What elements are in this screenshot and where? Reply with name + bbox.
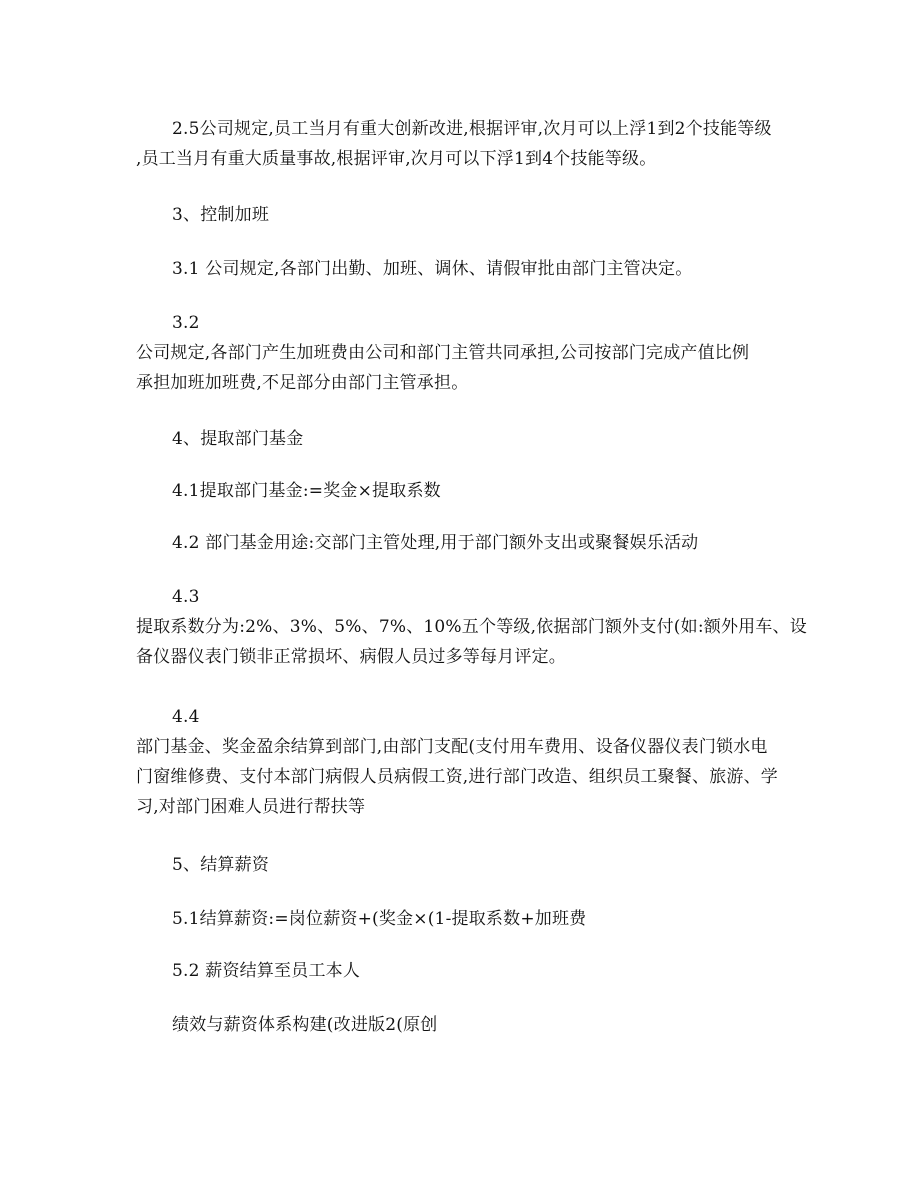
text-line: 4.1提取部门基金:=奖金×提取系数 xyxy=(172,481,441,501)
paragraph-4-1 xyxy=(136,476,796,506)
text-line: 绩效与薪资体系构建(改进版2(原创 xyxy=(172,1015,438,1035)
text-line: 承担加班加班费,不足部分由部门主管承担。 xyxy=(136,373,469,393)
paragraph-3-1 xyxy=(136,254,796,284)
text-line: 4.4 xyxy=(172,707,200,727)
section-heading-4 xyxy=(136,424,796,454)
text-line: 部门基金、奖金盈余结算到部门,由部门支配(支付用车费用、设备仪器仪表门锁水电 xyxy=(136,737,768,757)
text-line: 5.2 薪资结算至员工本人 xyxy=(172,961,361,981)
text-line: 备仪器仪表门锁非正常损坏、病假人员过多等每月评定。 xyxy=(136,647,566,667)
paragraph-2-5 xyxy=(136,114,796,174)
text-line: 3.2 xyxy=(172,313,200,333)
text-line: 4、提取部门基金 xyxy=(172,429,304,449)
text-line: 5、结算薪资 xyxy=(172,855,270,875)
text-line: 4.2 部门基金用途:交部门主管处理,用于部门额外支出或聚餐娱乐活动 xyxy=(172,533,699,553)
paragraph-5-1 xyxy=(136,904,796,934)
paragraph-4-3 xyxy=(136,582,807,672)
text-line: 3.1 公司规定,各部门出勤、加班、调休、请假审批由部门主管决定。 xyxy=(172,259,693,279)
text-line: 提取系数分为:2%、3%、5%、7%、10%五个等级,依据部门额外支付(如:额外用车、设 xyxy=(136,617,807,637)
text-line: 公司规定,各部门产生加班费由公司和部门主管共同承担,公司按部门完成产值比例 xyxy=(136,343,750,363)
text-line: 4.3 xyxy=(172,587,200,607)
paragraph-4-2 xyxy=(136,528,796,558)
text-line: 5.1结算薪资:=岗位薪资+(奖金×(1-提取系数+加班费 xyxy=(172,909,587,929)
document-title-line xyxy=(136,1010,796,1040)
text-line: 2.5公司规定,员工当月有重大创新改进,根据评审,次月可以上浮1到2个技能等级 xyxy=(172,119,772,139)
section-heading-5 xyxy=(136,850,796,880)
text-line: ,员工当月有重大质量事故,根据评审,次月可以下浮1到4个技能等级。 xyxy=(136,149,657,169)
paragraph-4-4 xyxy=(136,702,796,822)
section-heading-3 xyxy=(136,200,796,230)
paragraph-3-2 xyxy=(136,308,796,398)
text-line: 3、控制加班 xyxy=(172,205,270,225)
text-line: 习,对部门困难人员进行帮扶等 xyxy=(136,797,366,817)
paragraph-5-2 xyxy=(136,956,796,986)
text-line: 门窗维修费、支付本部门病假人员病假工资,进行部门改造、组织员工聚餐、旅游、学 xyxy=(136,767,779,787)
